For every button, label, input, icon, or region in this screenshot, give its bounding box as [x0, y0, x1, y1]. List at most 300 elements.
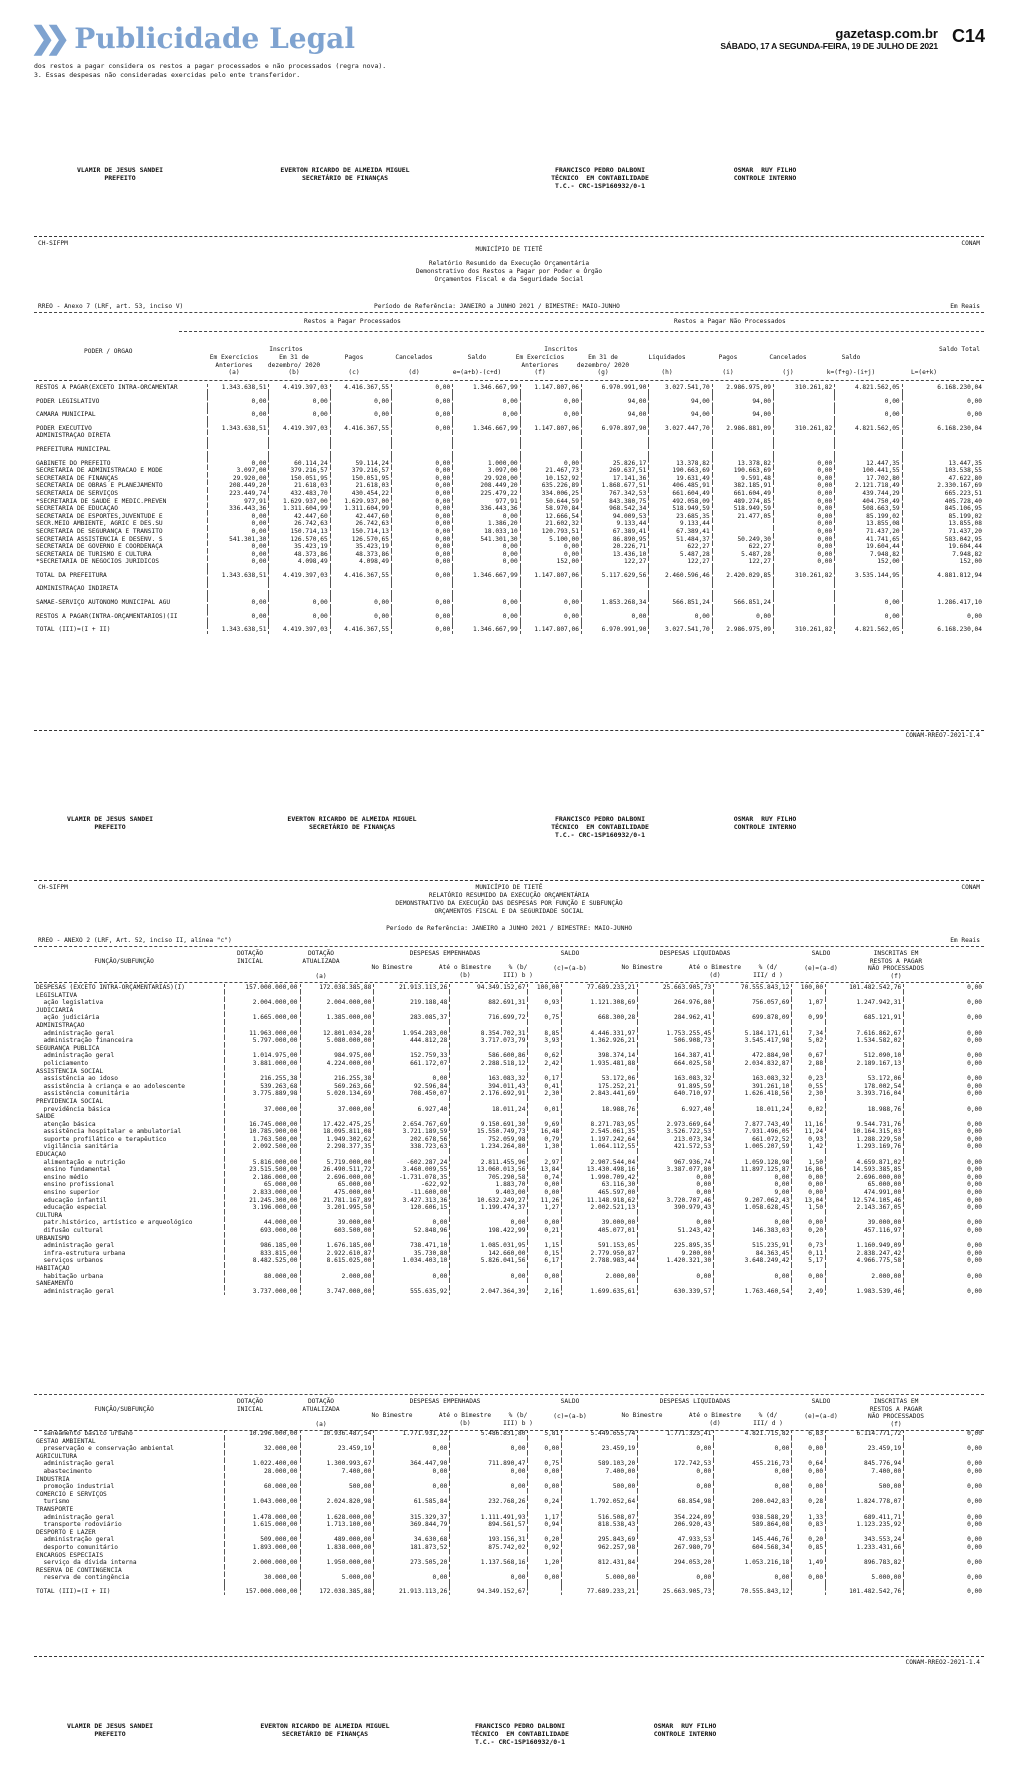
cell-value: 12.666,54 [520, 513, 581, 521]
cell-value: 0,00 [391, 411, 452, 419]
cell-value: 0,00 [792, 1273, 826, 1281]
cell-value [450, 1280, 528, 1288]
row-label: administração financeira [34, 1037, 224, 1045]
row-label: administração geral [34, 1242, 224, 1250]
cell-value: 94,00 [712, 411, 773, 419]
cell-value: 7.400,00 [826, 1468, 904, 1476]
cell-value: -11.600,00 [374, 1189, 450, 1197]
site-url[interactable]: gazetasp.com.br [835, 26, 938, 41]
cell-value: 70.555.843,12 [714, 984, 792, 992]
cell-value: 9.207.062,43 [714, 1197, 792, 1205]
cell-value [649, 585, 712, 593]
cell-value [714, 1235, 792, 1243]
cell-value [904, 1265, 984, 1273]
report1-col-header: Pagos (i) [718, 354, 738, 376]
cell-value: 354.224,09 [638, 1514, 714, 1522]
report2-code: CONAM [961, 884, 980, 891]
cell-value [638, 1552, 714, 1560]
cell-value: 10.936.487,54 [300, 1430, 374, 1438]
cell-value: 0,83 [792, 1521, 826, 1529]
cell-value: 1.053.216,18 [714, 1559, 792, 1567]
cell-value: 0,20 [528, 1536, 562, 1544]
cell-value [826, 1453, 904, 1461]
cell-value: 2.838.247,42 [826, 1250, 904, 1258]
cell-value: 5.184.171,61 [714, 1030, 792, 1038]
cell-value: 0,00 [714, 1574, 792, 1582]
cell-value: 1.990.709,42 [562, 1174, 638, 1182]
cell-value: 25.826,17 [581, 460, 648, 468]
row-label: patr.histórico, artístico e arqueológico [34, 1219, 224, 1227]
cell-value: 7.877.743,49 [714, 1121, 792, 1129]
row-label: atenção básica [34, 1121, 224, 1129]
cell-value [528, 1476, 562, 1484]
cell-value: 4.416.367,55 [330, 572, 391, 580]
cell-value: 1.629.937,00 [330, 498, 391, 506]
report2-col-header-insc: INSCRITAS EM RESTOS A PAGAR NÃO PROCESSADOS (f) [868, 1398, 924, 1428]
report2-col-header-liq-pct: % (d/ III/ d ) [753, 1412, 783, 1427]
cell-value: 0,00 [967, 1272, 982, 1280]
cell-value: 0,00 [374, 1483, 450, 1491]
cell-value: 9.403,00 [450, 1189, 528, 1197]
cell-value: 0,00 [638, 1483, 714, 1491]
cell-value: 1.343.638,51 [208, 626, 269, 634]
cell-value: 398.374,14 [562, 1052, 638, 1060]
cell-value: 0,00 [714, 1445, 792, 1453]
cell-value: 0,00 [391, 460, 452, 468]
signature-row-2 [0, 815, 1011, 841]
table-row [34, 551, 984, 559]
signature-mayor-3: VLAMIR DE JESUS SANDEI PREFEITO [66, 1722, 154, 1738]
cell-value [835, 446, 902, 454]
cell-value: 379.216,57 [269, 467, 330, 475]
cell-value: 0,00 [269, 599, 330, 607]
cell-value: 0,00 [714, 1181, 792, 1189]
cell-value: 9.591,48 [712, 475, 773, 483]
cell-value: 439.744,29 [835, 490, 902, 498]
cell-value: 1.293.169,76 [826, 1143, 904, 1151]
table-row [34, 1030, 984, 1038]
cell-value: 693.000,00 [224, 1227, 300, 1235]
cell-value: 1.868.677,51 [581, 482, 648, 490]
cell-value: 101.482.542,76 [826, 1588, 904, 1596]
row-label: alimentação e nutrição [34, 1159, 224, 1167]
cell-value: 1.629.937,00 [269, 498, 330, 506]
cell-value: 0,00 [967, 1143, 982, 1151]
row-label: ensino fundamental [34, 1166, 224, 1174]
cell-value: 0,00 [967, 397, 982, 405]
report1-col-header: Em Exercícios Anteriores (a) [209, 354, 259, 376]
table-row [34, 432, 984, 440]
cell-value: 0,00 [967, 1242, 982, 1250]
cell-value [714, 1007, 792, 1015]
cell-value: 1.343.638,51 [208, 572, 269, 580]
cell-value [562, 1068, 638, 1076]
cell-value: 3.427.313,36 [374, 1197, 450, 1205]
table-row [34, 1468, 984, 1476]
cell-value [792, 1453, 826, 1461]
cell-value: 3.460.009,55 [374, 1166, 450, 1174]
cell-value [638, 1265, 714, 1273]
cell-value: 0,00 [330, 411, 391, 419]
signature-internal-control-3: OSMAR RUY FILHO CONTROLE INTERNO [653, 1722, 717, 1738]
cell-value: 0,64 [792, 1460, 826, 1468]
cell-value: 2.986.881,09 [712, 425, 773, 433]
cell-value: 0,00 [792, 1181, 826, 1189]
cell-value [528, 1235, 562, 1243]
cell-value: 336.443,36 [453, 505, 520, 513]
report2-col-header-liq-pct: % (d/ III/ d ) [753, 964, 783, 979]
table-row [34, 1445, 984, 1453]
cell-value: 500,00 [826, 1483, 904, 1491]
table-row [34, 411, 984, 419]
cell-value: 310.261,82 [773, 384, 834, 392]
cell-value: 14.593.385,85 [826, 1166, 904, 1174]
cell-value: 21.477,05 [712, 513, 773, 521]
cell-value [562, 1265, 638, 1273]
cell-value [904, 1476, 984, 1484]
cell-value: 21.618,03 [269, 482, 330, 490]
cell-value: 465.597,00 [562, 1189, 638, 1197]
report2-title-2: DEMONSTRATIVO DA EXECUÇÃO DAS DESPESAS POR FUNÇÃO E SUBFUNÇÃO [395, 900, 623, 907]
cell-value: 85.199,02 [948, 512, 982, 520]
cell-value: 845.776,94 [826, 1460, 904, 1468]
row-label: PODER LEGISLATIVO [34, 398, 208, 406]
cell-value: 0,00 [773, 498, 834, 506]
cell-value: 0,00 [773, 543, 834, 551]
cell-value: 18.011,24 [714, 1106, 792, 1114]
cell-value: 875.742,02 [450, 1544, 528, 1552]
cell-value: 0,00 [528, 1468, 562, 1476]
cell-value: 0,00 [967, 1166, 982, 1174]
report2-col-header-liq: DESPESAS LIQUIDADAS [659, 1398, 731, 1405]
cell-value [562, 1438, 638, 1446]
table-row [34, 1083, 984, 1091]
cell-value: 845.106,95 [944, 505, 982, 513]
cell-value: 6,83 [792, 1430, 826, 1438]
cell-value: 2.986.975,09 [712, 384, 773, 392]
cell-value: 65.000,00 [300, 1181, 374, 1189]
cell-value: 0,00 [773, 467, 834, 475]
cell-value: 48.373,86 [269, 551, 330, 559]
cell-value: 0,00 [835, 613, 902, 621]
table-row [34, 1521, 984, 1529]
cell-value [714, 1491, 792, 1499]
cell-value: 685.121,91 [826, 1014, 904, 1022]
cell-value: 0,00 [967, 1460, 982, 1468]
cell-value: 1.137.568,16 [450, 1559, 528, 1567]
cell-value [562, 1453, 638, 1461]
table-row [34, 498, 984, 506]
cell-value: 711.890,47 [450, 1460, 528, 1468]
cell-value: 2,30 [792, 1090, 826, 1098]
page-header [30, 24, 985, 64]
cell-value [638, 1045, 714, 1053]
cell-value [562, 1476, 638, 1484]
cell-value: 0,00 [967, 1059, 982, 1067]
cell-value: 492.058,09 [649, 498, 712, 506]
cell-value: 150.714,13 [330, 528, 391, 536]
cell-value: 0,00 [453, 543, 520, 551]
cell-value [714, 1529, 792, 1537]
cell-value: 566.851,24 [712, 599, 773, 607]
cell-value: 3.027.447,70 [649, 425, 712, 433]
cell-value [904, 1438, 984, 1446]
row-label: reserva de contingência [34, 1574, 224, 1582]
cell-value [638, 1022, 714, 1030]
cell-value [638, 1235, 714, 1243]
row-label: SECRETARIA DE GOVERNO E COORDENAÇÃ [34, 543, 208, 551]
table-row [34, 1090, 984, 1098]
row-label: administração geral [34, 1460, 224, 1468]
cell-value: 1.085.031,95 [450, 1242, 528, 1250]
cell-value [300, 1491, 374, 1499]
cell-value [224, 1506, 300, 1514]
table-row [34, 1060, 984, 1068]
cell-value: 0,00 [792, 1445, 826, 1453]
cell-value: 689.411,71 [826, 1514, 904, 1522]
cell-value: 665.223,51 [944, 489, 982, 497]
cell-value [391, 446, 452, 454]
cell-value [528, 1068, 562, 1076]
cell-value: 11,24 [792, 1128, 826, 1136]
row-label: ensino médio [34, 1174, 224, 1182]
cell-value: 4.966.775,58 [826, 1257, 904, 1265]
row-label: vigilância sanitária [34, 1143, 224, 1151]
cell-value: 21.781.167,89 [300, 1197, 374, 1205]
table-row [34, 1022, 984, 1030]
cell-value: 0,00 [453, 599, 520, 607]
cell-value [450, 1068, 528, 1076]
report1-col-header: Em 31 de dezembro/ 2020 (g) [576, 354, 630, 376]
cell-value: 1.346.667,99 [453, 572, 520, 580]
row-label: SECRETARIA DE SERVIÇOS [34, 490, 208, 498]
cell-value [904, 1506, 984, 1514]
cell-value: 37.000,00 [300, 1106, 374, 1114]
report-despesas-funcao [34, 880, 984, 1666]
cell-value: 1.935.481,88 [562, 1060, 638, 1068]
cell-value [300, 1212, 374, 1220]
cell-value [300, 1151, 374, 1159]
cell-value: 515.235,91 [714, 1242, 792, 1250]
table-row [34, 1574, 984, 1582]
cell-value: 26.742,63 [330, 520, 391, 528]
table-row [34, 513, 984, 521]
report2-col-header-liq-bim: No Bimestre [621, 964, 663, 971]
table-row [34, 1166, 984, 1174]
cell-value: 622,27 [712, 543, 773, 551]
cell-value [528, 1588, 562, 1596]
cell-value: 284.962,41 [638, 1014, 714, 1022]
cell-value: 7.931.496,05 [714, 1128, 792, 1136]
cell-value: -1.731.078,35 [374, 1174, 450, 1182]
cell-value: 0,67 [792, 1052, 826, 1060]
cell-value: 5.487,28 [712, 551, 773, 559]
table-row [34, 1227, 984, 1235]
row-label: serviços urbanos [34, 1257, 224, 1265]
report1-group-processed: Restos a Pagar Processados [304, 318, 401, 325]
cell-value: 47.933,53 [638, 1536, 714, 1544]
cell-value: 0,00 [391, 425, 452, 433]
cell-value: 1.386,20 [453, 520, 520, 528]
cell-value: 142.660,00 [450, 1250, 528, 1258]
row-label: PREFEITURA MUNICIPAL [34, 446, 208, 454]
cell-value: 699.878,09 [714, 1014, 792, 1022]
report2-col-header-liq-ate: Até o Bimestre (d) [688, 964, 742, 979]
cell-value [792, 1438, 826, 1446]
cell-value: 474.991,00 [826, 1189, 904, 1197]
cell-value: 67.389,41 [581, 528, 648, 536]
cell-value: 0,00 [391, 490, 452, 498]
cell-value: 310.261,82 [773, 425, 834, 433]
cell-value [712, 446, 773, 454]
cell-value: 0,00 [208, 543, 269, 551]
cell-value: 0,00 [520, 411, 581, 419]
cell-value [300, 1022, 374, 1030]
cell-value: 4.419.397,03 [269, 384, 330, 392]
table-row [34, 460, 984, 468]
cell-value: 1,30 [528, 1143, 562, 1151]
cell-value: 39.000,00 [300, 1219, 374, 1227]
cell-value: 2,88 [792, 1060, 826, 1068]
cell-value [374, 1280, 450, 1288]
cell-value [826, 1567, 904, 1575]
cell-value: 4.659.871,02 [826, 1159, 904, 1167]
cell-value: 5.816.000,00 [224, 1159, 300, 1167]
cell-value: 1.147.807,06 [520, 626, 581, 634]
report1-col-header: Saldo e=(a+b)-(c+d) [452, 354, 502, 376]
cell-value: 405.077,01 [562, 1227, 638, 1235]
cell-value [773, 599, 834, 607]
row-label: URBANISMO [34, 1235, 224, 1243]
cell-value [562, 1007, 638, 1015]
cell-value: 9,69 [528, 1121, 562, 1129]
cell-value [792, 1098, 826, 1106]
table-row [34, 1045, 984, 1053]
cell-value: 0,00 [453, 398, 520, 406]
cell-value: 1.699.635,61 [562, 1288, 638, 1296]
cell-value: 0,00 [208, 460, 269, 468]
cell-value: 13.378,82 [712, 460, 773, 468]
report1-col-saldo-total: Saldo Total [939, 346, 980, 353]
table-row [34, 1098, 984, 1106]
cell-value: 3.775.889,98 [224, 1090, 300, 1098]
cell-value: 94,00 [581, 398, 648, 406]
cell-value: 1.954.283,00 [374, 1030, 450, 1038]
cell-value [300, 1567, 374, 1575]
cell-value [528, 1491, 562, 1499]
cell-value: 23.459,19 [826, 1445, 904, 1453]
report1-annex: RREO - Anexo 7 (LRF, art. 53, inciso V) [38, 303, 184, 310]
cell-value: 39.000,00 [826, 1219, 904, 1227]
cell-value [300, 1529, 374, 1537]
cell-value [374, 1235, 450, 1243]
cell-value: 19.631,49 [649, 475, 712, 483]
cell-value [300, 1265, 374, 1273]
cell-value: 101.482.542,76 [826, 984, 904, 992]
report2-title-1: RELATÓRIO RESUMIDO DA EXECUÇÃO ORÇAMENTÁRIA [428, 892, 590, 899]
cell-value: 213.073,34 [638, 1136, 714, 1144]
cell-value [224, 1007, 300, 1015]
cell-value: 4.419.397,03 [269, 572, 330, 580]
cell-value: 3.720.707,46 [638, 1197, 714, 1205]
cell-value: 18.988,76 [562, 1106, 638, 1114]
cell-value: 283.085,37 [374, 1014, 450, 1022]
cell-value [638, 1476, 714, 1484]
cell-value [374, 1438, 450, 1446]
cell-value: 29.920,00 [453, 475, 520, 483]
row-label: administração geral [34, 1514, 224, 1522]
cell-value [520, 446, 581, 454]
cell-value: 53.172,06 [826, 1075, 904, 1083]
cell-value: 0,00 [967, 1467, 982, 1475]
row-label: TOTAL (III)=(I + II) [34, 1588, 224, 1596]
cell-value: 0,00 [967, 1120, 982, 1128]
cell-value [450, 1567, 528, 1575]
cell-value [902, 585, 984, 593]
cell-value: 152,00 [959, 558, 982, 566]
cell-value [450, 1151, 528, 1159]
cell-value [330, 432, 391, 440]
table-row [34, 1136, 984, 1144]
cell-value: 0,00 [967, 1075, 982, 1083]
table-row [34, 999, 984, 1007]
cell-value: 0,00 [649, 613, 712, 621]
cell-value: 2.000.000,00 [224, 1559, 300, 1567]
cell-value: 0,00 [450, 1483, 528, 1491]
cell-value: 812.431,84 [562, 1559, 638, 1567]
cell-value: 1,07 [792, 999, 826, 1007]
cell-value [792, 1567, 826, 1575]
table-row [34, 1559, 984, 1567]
cell-value: 4.416.367,55 [330, 384, 391, 392]
cell-value: 541.301,30 [208, 536, 269, 544]
cell-value [714, 1567, 792, 1575]
cell-value: 0,00 [374, 1273, 450, 1281]
cell-value: 7.400,00 [562, 1468, 638, 1476]
cell-value [450, 1529, 528, 1537]
report2-table-part2 [34, 1430, 984, 1595]
cell-value [300, 1235, 374, 1243]
cell-value: 1.147.807,06 [520, 384, 581, 392]
cell-value: 25.663.905,73 [638, 984, 714, 992]
cell-value: 13.060.013,56 [450, 1166, 528, 1174]
cell-value: 16.745.000,00 [224, 1121, 300, 1129]
cell-value [904, 1007, 984, 1015]
cell-value: 21.618,03 [330, 482, 391, 490]
cell-value [638, 1113, 714, 1121]
cell-value: 0,00 [773, 505, 834, 513]
row-label: serviço da dívida interna [34, 1559, 224, 1567]
signature-finance: EVERTON RICARDO DE ALMEIDA MIGUEL SECRETÁRIO DE FINANÇAS [280, 166, 410, 182]
cell-value: 2.907.544,04 [562, 1159, 638, 1167]
cell-value: 190.663,69 [649, 467, 712, 475]
row-label: promoção industrial [34, 1483, 224, 1491]
cell-value [374, 1552, 450, 1560]
row-label: COMÉRCIO E SERVIÇOS [34, 1491, 224, 1499]
cell-value: 364.447,90 [374, 1460, 450, 1468]
cell-value: 0,00 [792, 1468, 826, 1476]
cell-value [528, 1552, 562, 1560]
cell-value [374, 1453, 450, 1461]
cell-value: 5.797.000,00 [224, 1037, 300, 1045]
cell-value: 0,00 [638, 1445, 714, 1453]
cell-value: 0,00 [528, 1483, 562, 1491]
cell-value: 379.216,57 [330, 467, 391, 475]
cell-value [450, 1212, 528, 1220]
cell-value [904, 1068, 984, 1076]
table-row [34, 475, 984, 483]
cell-value [826, 1007, 904, 1015]
